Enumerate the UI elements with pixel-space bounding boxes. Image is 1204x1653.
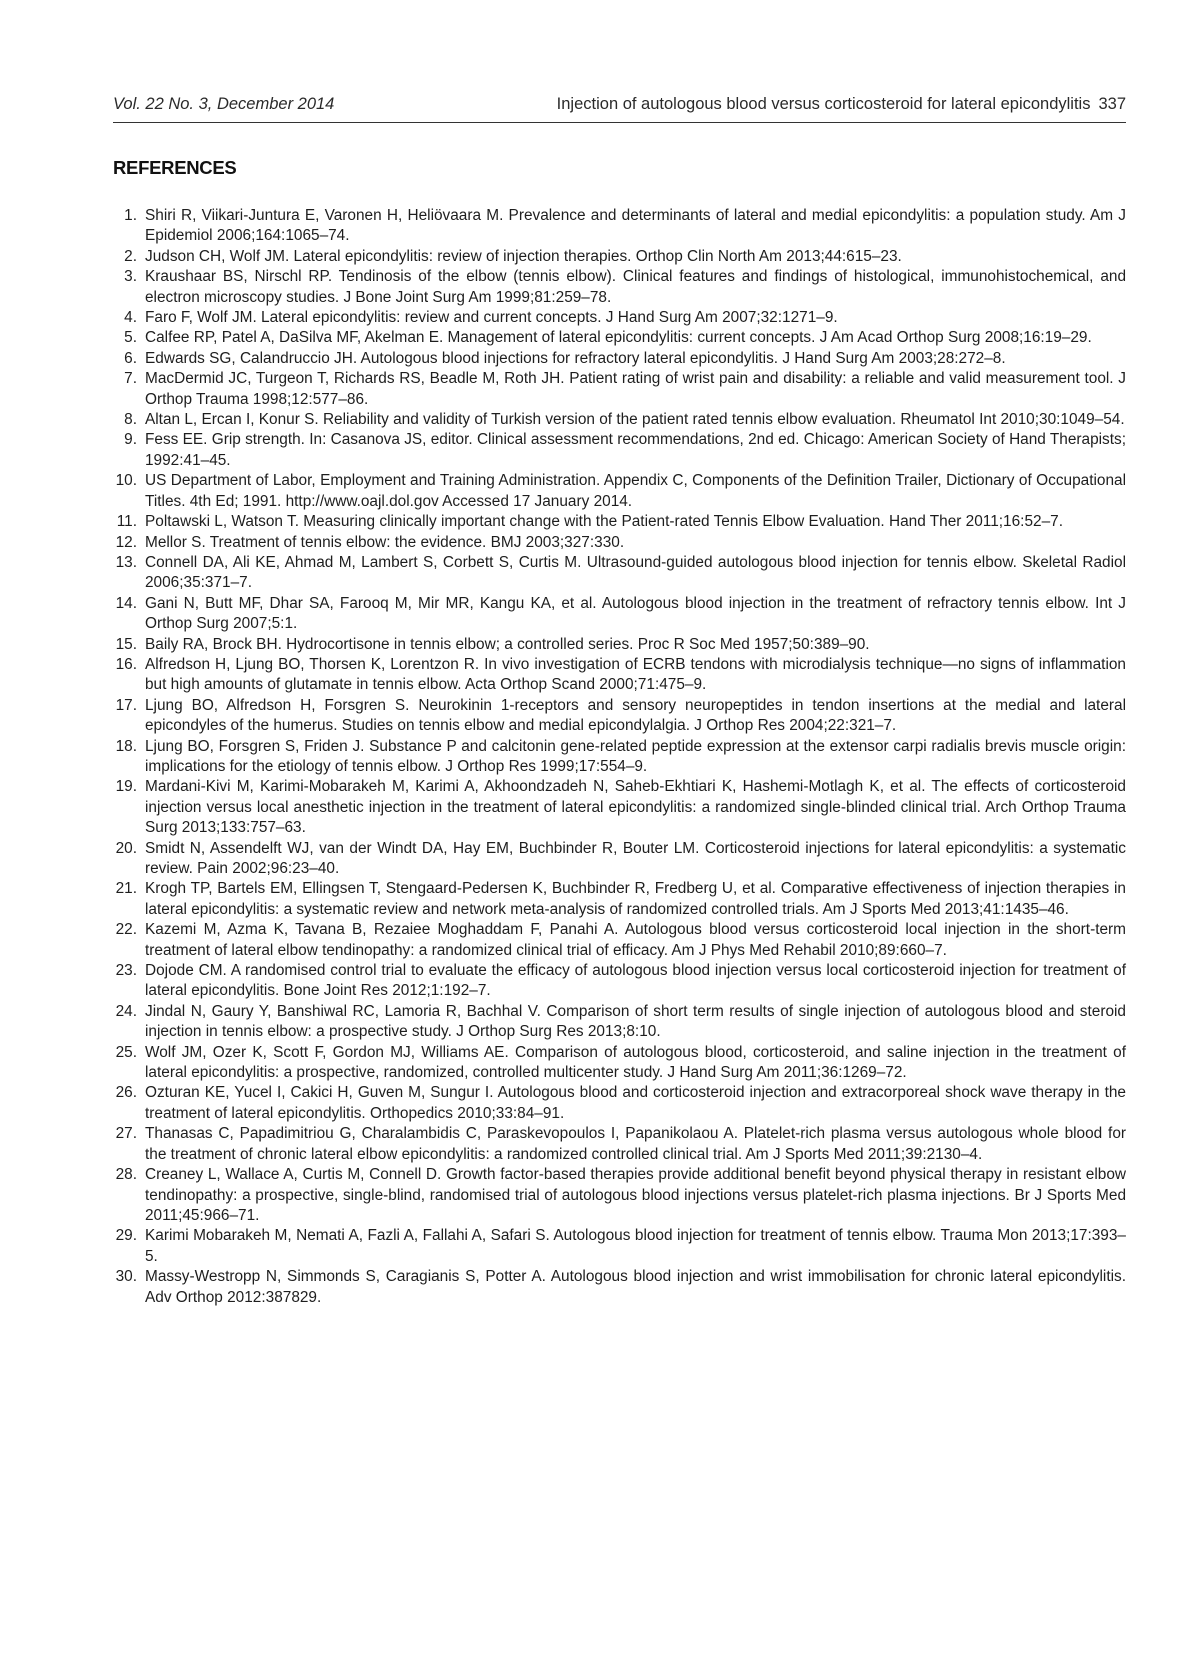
reference-text: Smidt N, Assendelft WJ, van der Windt DA, Hay EM, Buchbinder R, Bouter LM. Corticosteroid injections for lateral epicondylitis: a systematic review. Pain 2002;96:23–40. [145, 839, 1126, 877]
reference-number: 1. [124, 207, 137, 224]
page-number: 337 [1098, 95, 1126, 113]
reference-number: 13. [115, 553, 137, 571]
reference-item [113, 1267, 1126, 1308]
reference-item [113, 1043, 1126, 1084]
reference-list [113, 206, 1126, 1308]
reference-number: 28. [115, 1166, 137, 1184]
reference-text: Ljung BO, Alfredson H, Forsgren S. Neurokinin 1-receptors and sensory neuropeptides in tendon insertions at the medial and lateral epicondyles of the humerus. Studies on tennis elbow and medial epicondylalgia. J Orthop Res 2004;22:321–7. [145, 696, 1126, 735]
reference-number: 7. [124, 370, 137, 388]
reference-number: 9. [124, 431, 137, 449]
reference-text: Mellor S. Treatment of tennis elbow: the evidence. BMJ 2003;327:330. [145, 533, 625, 551]
reference-item [113, 1083, 1126, 1124]
reference-text: Mardani-Kivi M, Karimi-Mobarakeh M, Karimi A, Akhoondzadeh N, Saheb-Ekhtiari K, Hashemi-Motlagh K, et al. The effects of corticosteroid injection versus local anesthetic injection in the treatment of lateral epicondylitis: a randomized single-blinded clinical trial. Arch Orthop Trauma Surg 2013;133:757–63. [145, 778, 1126, 837]
reference-text: Connell DA, Ali KE, Ahmad M, Lambert S, Corbett S, Curtis M. Ultrasound-guided autologous blood injection for tennis elbow. Skeletal Radiol 2006;35:371–7. [145, 553, 1126, 592]
running-head [113, 91, 1126, 117]
reference-text: Fess EE. Grip strength. In: Casanova JS, editor. Clinical assessment recommendations, 2nd ed. Chicago: American Society of Hand Therapists; 1992:41–45. [145, 431, 1126, 469]
reference-number: 14. [115, 594, 137, 612]
reference-number: 8. [124, 411, 137, 429]
reference-number: 29. [115, 1227, 137, 1245]
running-title-group [557, 91, 1126, 117]
reference-text: Edwards SG, Calandruccio JH. Autologous blood injections for refractory lateral epicondylitis. J Hand Surg Am 2003;28:272–8. [145, 349, 1006, 367]
reference-number: 12. [115, 533, 137, 551]
reference-text: Wolf JM, Ozer K, Scott F, Gordon MJ, Williams AE. Comparison of autologous blood, corticosteroid, and saline injection in the treatment of lateral epicondylitis: a prospective, randomized, controlled multicenter study. J Hand Surg Am 2011;36:1269–72. [145, 1043, 1126, 1082]
header-rule [113, 122, 1126, 123]
reference-text: Baily RA, Brock BH. Hydrocortisone in tennis elbow; a controlled series. Proc R Soc Med 1957;50:389–90. [145, 635, 870, 653]
reference-text: Kazemi M, Azma K, Tavana B, Rezaiee Moghaddam F, Panahi A. Autologous blood versus corticosteroid local injection in the short-term treatment of lateral elbow tendinopathy: a randomized clinical trial of efficacy. Am J Phys Med Rehabil 2010;89:660–7. [145, 921, 1126, 959]
reference-item [113, 512, 1126, 532]
journal-issue: Vol. 22 No. 3, December 2014 [113, 95, 335, 113]
reference-item [113, 1002, 1126, 1043]
reference-number: 4. [124, 309, 137, 327]
reference-item [113, 349, 1126, 369]
reference-item [113, 247, 1126, 267]
reference-text: Jindal N, Gaury Y, Banshiwal RC, Lamoria R, Bachhal V. Comparison of short term results of single injection of autologous blood and steroid injection in tennis elbow: a prospective study. J Orthop Surg Res 2013;8:10. [145, 1002, 1126, 1041]
reference-item [113, 1165, 1126, 1226]
reference-item [113, 471, 1126, 512]
reference-text: MacDermid JC, Turgeon T, Richards RS, Beadle M, Roth JH. Patient rating of wrist pain and disability: a reliable and valid measurement tool. J Orthop Trauma 1998;12:577–86. [145, 370, 1126, 408]
reference-text: Ljung BO, Forsgren S, Friden J. Substance P and calcitonin gene-related peptide expression at the extensor carpi radialis brevis muscle origin: implications for the etiology of tennis elbow. J Orthop Res 1999;17:554–9. [145, 737, 1126, 775]
reference-number: 16. [115, 655, 137, 673]
reference-number: 6. [124, 349, 137, 367]
section-heading: REFERENCES [113, 157, 237, 178]
reference-number: 20. [115, 839, 137, 857]
reference-item [113, 308, 1126, 328]
reference-text: Krogh TP, Bartels EM, Ellingsen T, Stengaard-Pedersen K, Buchbinder R, Fredberg U, et al. Comparative effectiveness of injection therapies in lateral epicondylitis: a systematic review and network meta-analysis of randomized controlled trials. Am J Sports Med 2013;41:1435–46. [145, 880, 1126, 918]
reference-item [113, 410, 1126, 430]
reference-text: Dojode CM. A randomised control trial to evaluate the efficacy of autologous blood injection versus local corticosteroid injection for treatment of lateral epicondylitis. Bone Joint Res 2012;1:192–7. [145, 962, 1126, 1000]
reference-item [113, 1124, 1126, 1165]
reference-item [113, 328, 1126, 348]
reference-number: 24. [115, 1002, 137, 1020]
reference-item [113, 737, 1126, 778]
reference-item [113, 879, 1126, 920]
reference-item [113, 961, 1126, 1002]
reference-number: 18. [115, 737, 137, 755]
reference-number: 17. [115, 696, 137, 714]
reference-item [113, 839, 1126, 880]
reference-item [113, 430, 1126, 471]
reference-text: Creaney L, Wallace A, Curtis M, Connell D. Growth factor-based therapies provide additional benefit beyond physical therapy in resistant elbow tendinopathy: a prospective, single-blind, randomised trial of autologous blood injections versus platelet-rich plasma injections. Br J Sports Med 2011;45:966–71. [145, 1166, 1126, 1224]
reference-number: 15. [115, 635, 137, 653]
reference-item [113, 777, 1126, 838]
reference-number: 3. [124, 268, 137, 286]
reference-item [113, 594, 1126, 635]
reference-number: 10. [115, 472, 137, 490]
reference-text: Kraushaar BS, Nirschl RP. Tendinosis of the elbow (tennis elbow). Clinical features and findings of histological, immunohistochemical, and electron microscopy studies. J Bone Joint Surg Am 1999;81:259–78. [145, 268, 1126, 306]
reference-text: Massy-Westropp N, Simmonds S, Caragianis S, Potter A. Autologous blood injection and wrist immobilisation for chronic lateral epicondylitis. Adv Orthop 2012:387829. [145, 1268, 1126, 1306]
running-title: Injection of autologous blood versus corticosteroid for lateral epicondylitis [556, 95, 1091, 113]
reference-item [113, 696, 1126, 737]
reference-text: Karimi Mobarakeh M, Nemati A, Fazli A, Fallahi A, Safari S. Autologous blood injection for treatment of tennis elbow. Trauma Mon 2013;17:393–5. [145, 1227, 1126, 1265]
reference-item [113, 369, 1126, 410]
reference-number: 23. [115, 962, 137, 980]
reference-number: 25. [115, 1043, 137, 1061]
reference-text: Judson CH, Wolf JM. Lateral epicondylitis: review of injection therapies. Orthop Clin North Am 2013;44:615–23. [145, 247, 902, 265]
reference-item [113, 206, 1126, 247]
reference-item [113, 1226, 1126, 1267]
reference-text: US Department of Labor, Employment and Training Administration. Appendix C, Components of the Definition Trailer, Dictionary of Occupational Titles. 4th Ed; 1991. http://www.oajl.dol.gov Accessed 17 January 2014. [145, 472, 1126, 510]
reference-text: Poltawski L, Watson T. Measuring clinically important change with the Patient-rated Tennis Elbow Evaluation. Hand Ther 2011;16:52–7. [145, 513, 1063, 531]
reference-item [113, 533, 1126, 553]
reference-text: Shiri R, Viikari-Juntura E, Varonen H, Heliövaara M. Prevalence and determinants of lateral and medial epicondylitis: a population study. Am J Epidemiol 2006;164:1065–74. [145, 207, 1126, 245]
reference-item [113, 267, 1126, 308]
reference-number: 26. [115, 1084, 137, 1102]
reference-number: 22. [115, 921, 137, 939]
reference-number: 19. [115, 778, 137, 796]
reference-number: 30. [115, 1268, 137, 1286]
reference-number: 5. [124, 329, 137, 347]
reference-text: Thanasas C, Papadimitriou G, Charalambidis C, Paraskevopoulos I, Papanikolaou A. Platelet-rich plasma versus autologous whole blood for the treatment of chronic lateral elbow epicondylitis: a randomized controlled clinical trial. Am J Sports Med 2011;39:2130–4. [145, 1125, 1126, 1163]
reference-text: Calfee RP, Patel A, DaSilva MF, Akelman E. Management of lateral epicondylitis: current concepts. J Am Acad Orthop Surg 2008;16:19–29. [145, 329, 1092, 347]
reference-number: 27. [115, 1125, 137, 1143]
reference-text: Altan L, Ercan I, Konur S. Reliability and validity of Turkish version of the patient rated tennis elbow evaluation. Rheumatol Int 2010;30:1049–54. [145, 411, 1125, 429]
reference-text: Faro F, Wolf JM. Lateral epicondylitis: review and current concepts. J Hand Surg Am 2007;32:1271–9. [145, 309, 838, 327]
reference-text: Ozturan KE, Yucel I, Cakici H, Guven M, Sungur I. Autologous blood and corticosteroid injection and extracorporeal shock wave therapy in the treatment of lateral epicondylitis. Orthopedics 2010;33:84–91. [145, 1084, 1126, 1122]
reference-number: 21. [115, 880, 137, 898]
reference-item [113, 553, 1126, 594]
reference-text: Gani N, Butt MF, Dhar SA, Farooq M, Mir MR, Kangu KA, et al. Autologous blood injection in the treatment of refractory tennis elbow. Int J Orthop Surg 2007;5:1. [145, 594, 1126, 633]
reference-text: Alfredson H, Ljung BO, Thorsen K, Lorentzon R. In vivo investigation of ECRB tendons with microdialysis technique—no signs of inflammation but high amounts of glutamate in tennis elbow. Acta Orthop Scand 2000;71:475–9. [145, 655, 1126, 694]
reference-number: 2. [124, 247, 137, 265]
reference-number: 11. [116, 513, 137, 531]
reference-item [113, 655, 1126, 696]
reference-item [113, 635, 1126, 655]
reference-item [113, 920, 1126, 961]
